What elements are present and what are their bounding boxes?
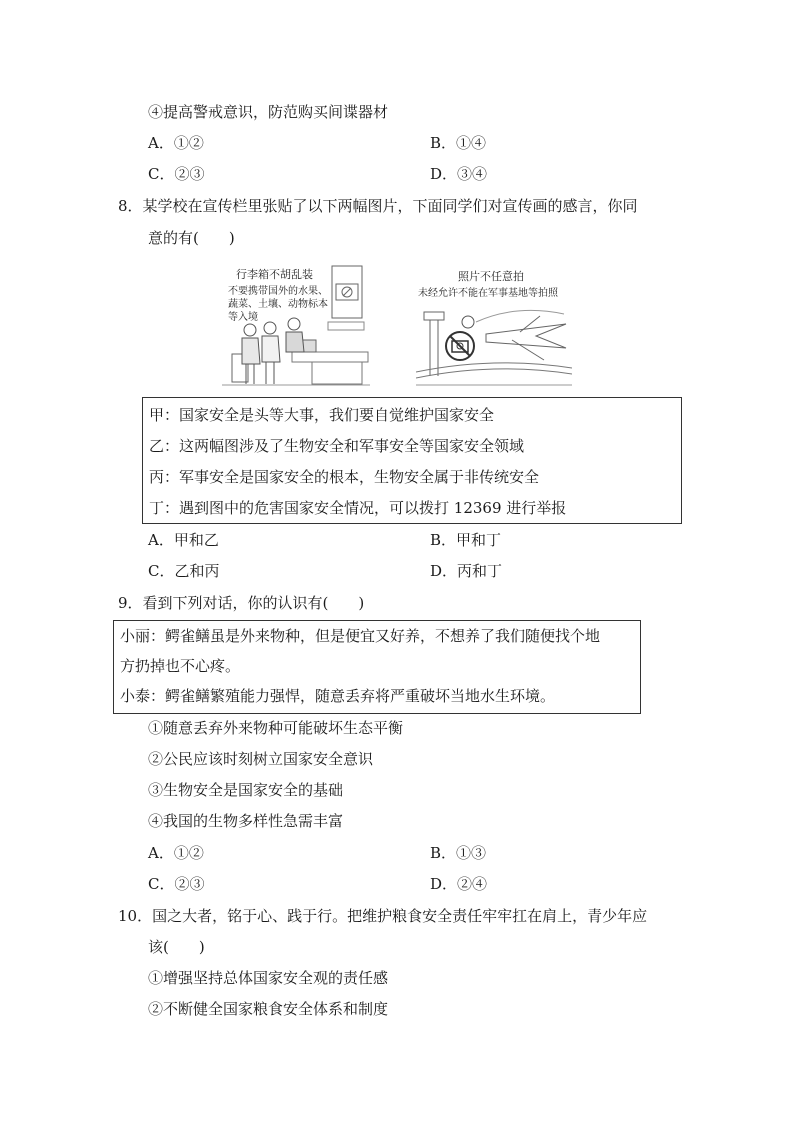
q8-option-b: B．甲和丁 (430, 531, 502, 549)
q9-item-2: ②公民应该时刻树立国家安全意识 (148, 750, 374, 768)
q9-dialog-line1: 小丽：鳄雀鳝虽是外来物种，但是便宜又好养，不想养了我们随便找个地 (120, 627, 601, 645)
q8-option-d: D．丙和丁 (430, 562, 503, 580)
q10-item-2: ②不断健全国家粮食安全体系和制度 (148, 1000, 389, 1018)
q7-option-c: C．②③ (148, 165, 205, 183)
luggage-poster-illustration (222, 264, 370, 386)
q9-item-1: ①随意丢弃外来物种可能破坏生态平衡 (148, 719, 404, 737)
q8-statement-jia: 甲：国家安全是头等大事，我们要自觉维护国家安全 (149, 406, 495, 424)
q10-stem-line1: 10．国之大者，铭于心、践于行。把维护粮食安全责任牢牢扛在肩上，青少年应 (118, 907, 648, 925)
pic1-text-line1: 不要携带国外的水果、 (228, 286, 328, 297)
q8-statement-yi: 乙：这两幅图涉及了生物安全和军事安全等国家安全领域 (149, 437, 525, 455)
q7-option-a: A．①② (148, 134, 204, 152)
q8-statements-box (142, 397, 682, 524)
q9-item-3: ③生物安全是国家安全的基础 (148, 781, 344, 799)
q8-stem-line1: 8．某学校在宣传栏里张贴了以下两幅图片，下面同学们对宣传画的感言，你同 (118, 197, 638, 215)
q9-item-4: ④我国的生物多样性急需丰富 (148, 812, 344, 830)
pic2-subtitle: 未经允许不能在军事基地等拍照 (418, 288, 558, 299)
q8-statement-ding: 丁：遇到图中的危害国家安全情况，可以拨打 12369 进行举报 (149, 499, 567, 517)
q9-option-b: B．①③ (430, 844, 487, 862)
q9-option-a: A．①② (148, 844, 204, 862)
q9-dialog-line3: 小泰：鳄雀鳝繁殖能力强悍，随意丢弃将严重破坏当地水生环境。 (120, 687, 556, 705)
q8-statement-bing: 丙：军事安全是国家安全的根本，生物安全属于非传统安全 (149, 468, 540, 486)
q7-option-d: D．③④ (430, 165, 488, 183)
q8-option-c: C．乙和丙 (148, 562, 220, 580)
q10-stem-line2: 该( ) (148, 938, 205, 956)
q7-item-4: ④提高警戒意识，防范购买间谍器材 (148, 103, 389, 121)
q8-stem-line2: 意的有( ) (148, 229, 235, 247)
q9-option-c: C．②③ (148, 875, 205, 893)
q7-option-b: B．①④ (430, 134, 487, 152)
pic1-text-line3: 等入境 (228, 312, 258, 323)
q10-item-1: ①增强坚持总体国家安全观的责任感 (148, 969, 389, 987)
q8-option-a: A．甲和乙 (148, 531, 219, 549)
q9-dialog-box (113, 620, 641, 714)
q9-stem: 9．看到下列对话，你的认识有( ) (118, 594, 365, 612)
pic1-text-line2: 蔬菜、土壤、动物标本 (228, 299, 328, 310)
q9-dialog-line2: 方扔掉也不心疼。 (120, 657, 241, 675)
pic2-title: 照片不任意拍 (458, 270, 524, 283)
pic1-title: 行李箱不胡乱装 (236, 268, 313, 281)
q9-option-d: D．②④ (430, 875, 488, 893)
